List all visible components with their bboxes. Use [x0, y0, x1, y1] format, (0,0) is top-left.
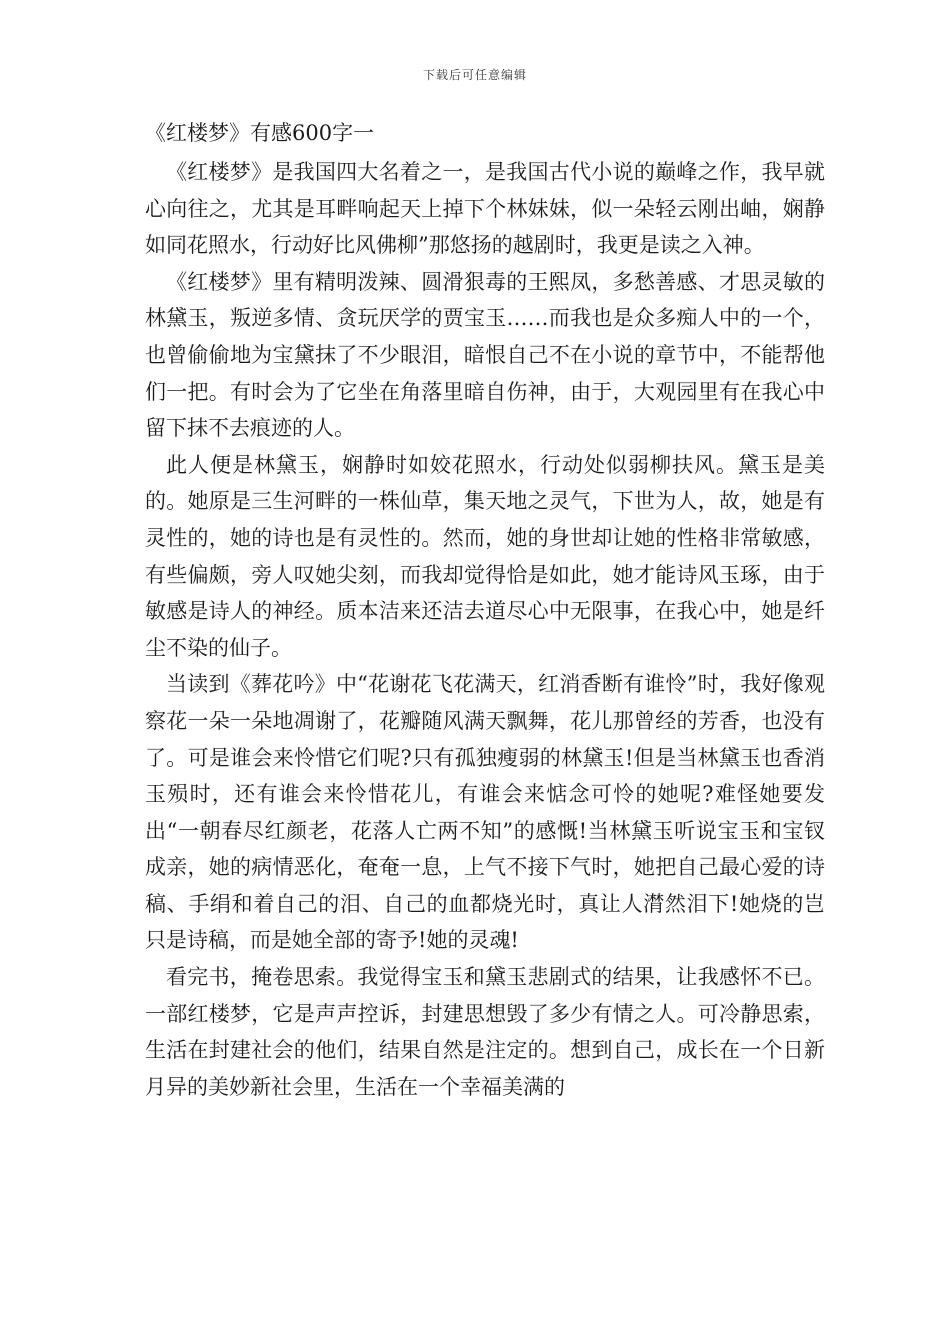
- page-header: 下载后可任意编辑: [422, 68, 527, 82]
- document-body: [145, 118, 825, 1105]
- paragraph-1: 《红楼梦》是我国四大名着之一，是我国古代小说的巅峰之作，我早就心向往之，尤其是耳畔响起天上掉下个林妹妹，似一朵轻云刚出岫，娴静如同花照水，行动好比风佛柳”那悠扬的越剧时，我更是读之入神。: [145, 160, 825, 258]
- document-title: 《红楼梦》有感600字一: [145, 121, 375, 145]
- paragraph-4: 当读到《葬花吟》中“花谢花飞花满天，红消香断有谁怜”时，我好像观察花一朵一朵地凋谢了，花瓣随风满天飘舞，花儿那曾经的芳香，也没有了。可是谁会来怜惜它们呢?只有孤独瘦弱的林黛玉!但是当林黛玉也香消玉殒时，还有谁会来怜惜花儿，有谁会来惦念可怜的她呢?难怪她要发出“一朝春尽红颜老，花落人亡两不知”的感慨!当林黛玉听说宝玉和宝钗成亲，她的病情恶化，奄奄一息，上气不接下气时，她把自己最心爱的诗稿、手绢和着自己的泪、自己的血都烧光时，真让人潸然泪下!她烧的岂只是诗稿，而是她全部的寄予!她的灵魂!: [145, 672, 825, 953]
- paragraph-2: 《红楼梦》里有精明泼辣、圆滑狠毒的王熙凤，多愁善感、才思灵敏的林黛玉，叛逆多情、贪玩厌学的贾宝玉……而我也是众多痴人中的一个，也曾偷偷地为宝黛抹了不少眼泪，暗恨自己不在小说的章节中，不能帮他们一把。有时会为了它坐在角落里暗自伤神，由于，大观园里有在我心中留下抹不去痕迹的人。: [145, 269, 825, 441]
- paragraph-5: 看完书，掩卷思索。我觉得宝玉和黛玉悲剧式的结果，让我感怀不已。一部红楼梦，它是声声控诉，封建思想毁了多少有情之人。可冷静思索，生活在封建社会的他们，结果自然是注定的。想到自己，成长在一个日新月异的美妙新社会里，生活在一个幸福美满的: [145, 965, 825, 1099]
- paragraph-3: 此人便是林黛玉，娴静时如姣花照水，行动处似弱柳扶风。黛玉是美的。她原是三生河畔的一株仙草，集天地之灵气，下世为人，故，她是有灵性的，她的诗也是有灵性的。然而，她的身世却让她的性格非常敏感，有些偏颇，旁人叹她尖刻，而我却觉得恰是如此，她才能诗风玉琢，由于敏感是诗人的神经。质本洁来还洁去道尽心中无限事，在我心中，她是纤尘不染的仙子。: [145, 452, 825, 660]
